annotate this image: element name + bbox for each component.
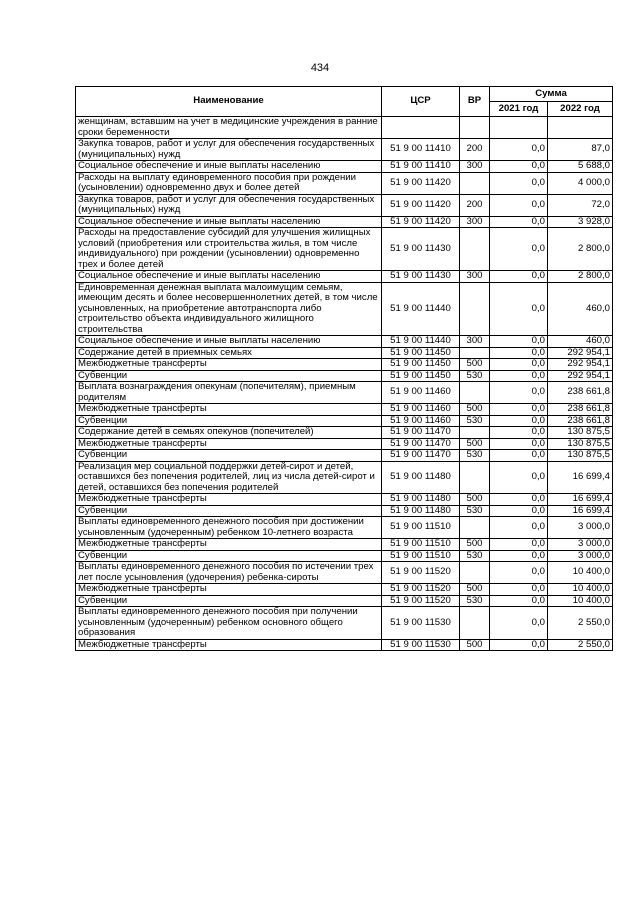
row-sum-2021: 0,0 bbox=[490, 216, 548, 228]
row-sum-2021: 0,0 bbox=[490, 639, 548, 651]
row-csr-code: 51 9 00 11510 bbox=[382, 517, 460, 539]
row-vr-code: 530 bbox=[460, 450, 490, 462]
row-sum-2021: 0,0 bbox=[490, 550, 548, 562]
row-csr-code: 51 9 00 11420 bbox=[382, 194, 460, 216]
row-csr-code: 51 9 00 11440 bbox=[382, 336, 460, 348]
row-sum-2021: 0,0 bbox=[490, 607, 548, 640]
row-sum-2021: 0,0 bbox=[490, 427, 548, 439]
row-vr-code bbox=[460, 382, 490, 404]
row-csr-code: 51 9 00 11520 bbox=[382, 584, 460, 596]
row-csr-code: 51 9 00 11450 bbox=[382, 370, 460, 382]
row-sum-2022: 3 928,0 bbox=[548, 216, 613, 228]
row-csr-code: 51 9 00 11480 bbox=[382, 494, 460, 506]
table-body bbox=[76, 117, 613, 651]
table-row bbox=[76, 450, 613, 462]
row-vr-code: 500 bbox=[460, 359, 490, 371]
row-vr-code: 530 bbox=[460, 550, 490, 562]
row-name: Межбюджетные трансферты bbox=[76, 539, 382, 551]
table-row bbox=[76, 172, 613, 194]
header-name: Наименование bbox=[76, 87, 382, 117]
row-vr-code bbox=[460, 562, 490, 584]
row-sum-2021: 0,0 bbox=[490, 161, 548, 173]
row-csr-code: 51 9 00 11470 bbox=[382, 450, 460, 462]
table-row bbox=[76, 415, 613, 427]
row-sum-2021: 0,0 bbox=[490, 347, 548, 359]
table-row bbox=[76, 438, 613, 450]
row-csr-code: 51 9 00 11420 bbox=[382, 172, 460, 194]
row-sum-2022: 10 400,0 bbox=[548, 584, 613, 596]
row-name: Закупка товаров, работ и услуг для обеспечения государственных (муниципальных) нужд bbox=[76, 194, 382, 216]
table-row bbox=[76, 607, 613, 640]
row-sum-2022: 16 699,4 bbox=[548, 505, 613, 517]
row-csr-code: 51 9 00 11410 bbox=[382, 161, 460, 173]
row-name: Субвенции bbox=[76, 505, 382, 517]
table-row bbox=[76, 161, 613, 173]
row-name: Выплаты единовременного денежного пособия по истечении трех лет после усыновления (удочерения) ребенка-сироты bbox=[76, 562, 382, 584]
row-sum-2021: 0,0 bbox=[490, 595, 548, 607]
row-csr-code: 51 9 00 11480 bbox=[382, 505, 460, 517]
row-name: Социальное обеспечение и иные выплаты населению bbox=[76, 216, 382, 228]
row-csr-code: 51 9 00 11460 bbox=[382, 415, 460, 427]
row-vr-code bbox=[460, 607, 490, 640]
row-name: Выплата вознаграждения опекунам (попечителям), приемным родителям bbox=[76, 382, 382, 404]
row-sum-2021: 0,0 bbox=[490, 438, 548, 450]
table-row bbox=[76, 404, 613, 416]
row-csr-code: 51 9 00 11530 bbox=[382, 607, 460, 640]
row-sum-2021: 0,0 bbox=[490, 415, 548, 427]
row-sum-2022: 2 550,0 bbox=[548, 639, 613, 651]
table-row bbox=[76, 359, 613, 371]
row-vr-code: 500 bbox=[460, 584, 490, 596]
row-name: Расходы на предоставление субсидий для улучшения жилищных условий (приобретения или строительства жилья, в том числе индивидуального) при рождении (усыновлении) одновременно трех и более детей bbox=[76, 228, 382, 271]
row-vr-code: 530 bbox=[460, 595, 490, 607]
table-row bbox=[76, 427, 613, 439]
table-row bbox=[76, 228, 613, 271]
row-sum-2022: 130 875,5 bbox=[548, 450, 613, 462]
row-vr-code: 530 bbox=[460, 505, 490, 517]
row-name: Единовременная денежная выплата малоимущим семьям, имеющим десять и более несовершеннолетних детей, в том числе усыновленных, на приобретение автотранспорта либо строительство объекта индивидуального жилищного строительства bbox=[76, 282, 382, 336]
row-sum-2021: 0,0 bbox=[490, 517, 548, 539]
row-name: Реализация мер социальной поддержки детей-сирот и детей, оставшихся без попечения родителей, лиц из числа детей-сирот и детей, оставшихся без попечения родителей bbox=[76, 461, 382, 494]
row-csr-code: 51 9 00 11530 bbox=[382, 639, 460, 651]
row-csr-code: 51 9 00 11470 bbox=[382, 427, 460, 439]
row-sum-2022: 130 875,5 bbox=[548, 438, 613, 450]
table-row bbox=[76, 539, 613, 551]
row-csr-code: 51 9 00 11460 bbox=[382, 404, 460, 416]
row-sum-2022: 3 000,0 bbox=[548, 517, 613, 539]
page-number: 434 bbox=[310, 62, 330, 74]
row-sum-2021: 0,0 bbox=[490, 494, 548, 506]
row-sum-2022: 460,0 bbox=[548, 282, 613, 336]
budget-table bbox=[75, 86, 613, 651]
row-name: Расходы на выплату единовременного пособия при рождении (усыновлении) одновременно двух и более детей bbox=[76, 172, 382, 194]
row-sum-2022: 3 000,0 bbox=[548, 550, 613, 562]
row-csr-code: 51 9 00 11430 bbox=[382, 228, 460, 271]
row-name: Содержание детей в семьях опекунов (попечителей) bbox=[76, 427, 382, 439]
row-sum-2022: 2 800,0 bbox=[548, 271, 613, 283]
row-sum-2022 bbox=[548, 117, 613, 139]
row-sum-2022: 130 875,5 bbox=[548, 427, 613, 439]
row-name: Субвенции bbox=[76, 370, 382, 382]
row-vr-code: 500 bbox=[460, 539, 490, 551]
table-row bbox=[76, 584, 613, 596]
row-sum-2022: 72,0 bbox=[548, 194, 613, 216]
row-name: Выплаты единовременного денежного пособия при получении усыновленным (удочеренным) ребенком основного общего образования bbox=[76, 607, 382, 640]
row-name: Социальное обеспечение и иные выплаты населению bbox=[76, 161, 382, 173]
table-row bbox=[76, 382, 613, 404]
row-sum-2021: 0,0 bbox=[490, 404, 548, 416]
row-name: Социальное обеспечение и иные выплаты населению bbox=[76, 271, 382, 283]
row-csr-code: 51 9 00 11520 bbox=[382, 562, 460, 584]
row-vr-code: 500 bbox=[460, 639, 490, 651]
row-sum-2022: 238 661,8 bbox=[548, 382, 613, 404]
row-name: Субвенции bbox=[76, 595, 382, 607]
row-csr-code: 51 9 00 11420 bbox=[382, 216, 460, 228]
row-name: женщинам, вставшим на учет в медицинские учреждения в ранние сроки беременности bbox=[76, 117, 382, 139]
table-row bbox=[76, 595, 613, 607]
row-name: Субвенции bbox=[76, 450, 382, 462]
row-sum-2022: 292 954,1 bbox=[548, 347, 613, 359]
table-row bbox=[76, 494, 613, 506]
row-csr-code: 51 9 00 11480 bbox=[382, 461, 460, 494]
row-name: Межбюджетные трансферты bbox=[76, 584, 382, 596]
header-year-2021: 2021 год bbox=[490, 102, 548, 117]
row-sum-2021: 0,0 bbox=[490, 450, 548, 462]
table-row bbox=[76, 336, 613, 348]
row-csr-code: 51 9 00 11450 bbox=[382, 347, 460, 359]
table-row bbox=[76, 505, 613, 517]
row-sum-2021: 0,0 bbox=[490, 539, 548, 551]
row-sum-2021: 0,0 bbox=[490, 461, 548, 494]
row-csr-code: 51 9 00 11520 bbox=[382, 595, 460, 607]
row-sum-2021: 0,0 bbox=[490, 172, 548, 194]
row-vr-code: 500 bbox=[460, 438, 490, 450]
header-csr: ЦСР bbox=[382, 87, 460, 117]
row-vr-code bbox=[460, 347, 490, 359]
row-vr-code: 300 bbox=[460, 336, 490, 348]
table-row bbox=[76, 562, 613, 584]
header-sum: Сумма bbox=[490, 87, 613, 102]
table-row bbox=[76, 517, 613, 539]
row-vr-code bbox=[460, 117, 490, 139]
row-sum-2022: 87,0 bbox=[548, 139, 613, 161]
table-row bbox=[76, 271, 613, 283]
table-row bbox=[76, 139, 613, 161]
row-sum-2021: 0,0 bbox=[490, 505, 548, 517]
table-row bbox=[76, 117, 613, 139]
row-name: Субвенции bbox=[76, 415, 382, 427]
row-name: Межбюджетные трансферты bbox=[76, 494, 382, 506]
table-row bbox=[76, 347, 613, 359]
row-sum-2022: 2 550,0 bbox=[548, 607, 613, 640]
row-vr-code: 500 bbox=[460, 494, 490, 506]
row-sum-2021: 0,0 bbox=[490, 584, 548, 596]
row-csr-code: 51 9 00 11430 bbox=[382, 271, 460, 283]
row-sum-2022: 10 400,0 bbox=[548, 595, 613, 607]
row-name: Содержание детей в приемных семьях bbox=[76, 347, 382, 359]
row-sum-2022: 460,0 bbox=[548, 336, 613, 348]
table-row bbox=[76, 370, 613, 382]
row-vr-code bbox=[460, 282, 490, 336]
row-name: Закупка товаров, работ и услуг для обеспечения государственных (муниципальных) нужд bbox=[76, 139, 382, 161]
row-sum-2021: 0,0 bbox=[490, 271, 548, 283]
table-row bbox=[76, 461, 613, 494]
row-csr-code bbox=[382, 117, 460, 139]
row-vr-code bbox=[460, 461, 490, 494]
header-vr: ВР bbox=[460, 87, 490, 117]
row-sum-2021: 0,0 bbox=[490, 139, 548, 161]
row-vr-code bbox=[460, 517, 490, 539]
row-vr-code: 200 bbox=[460, 139, 490, 161]
row-sum-2021: 0,0 bbox=[490, 562, 548, 584]
row-sum-2022: 292 954,1 bbox=[548, 370, 613, 382]
row-sum-2022: 292 954,1 bbox=[548, 359, 613, 371]
row-sum-2021: 0,0 bbox=[490, 382, 548, 404]
row-vr-code: 530 bbox=[460, 415, 490, 427]
row-sum-2022: 2 800,0 bbox=[548, 228, 613, 271]
row-vr-code: 530 bbox=[460, 370, 490, 382]
row-vr-code: 200 bbox=[460, 194, 490, 216]
row-sum-2022: 16 699,4 bbox=[548, 494, 613, 506]
header-year-2022: 2022 год bbox=[548, 102, 613, 117]
row-sum-2022: 4 000,0 bbox=[548, 172, 613, 194]
row-vr-code bbox=[460, 427, 490, 439]
row-vr-code bbox=[460, 172, 490, 194]
row-sum-2021: 0,0 bbox=[490, 228, 548, 271]
row-sum-2022: 238 661,8 bbox=[548, 404, 613, 416]
row-name: Межбюджетные трансферты bbox=[76, 438, 382, 450]
row-vr-code: 300 bbox=[460, 216, 490, 228]
table-row bbox=[76, 194, 613, 216]
table-row bbox=[76, 216, 613, 228]
row-sum-2022: 5 688,0 bbox=[548, 161, 613, 173]
row-csr-code: 51 9 00 11470 bbox=[382, 438, 460, 450]
row-sum-2021: 0,0 bbox=[490, 282, 548, 336]
row-name: Межбюджетные трансферты bbox=[76, 404, 382, 416]
row-sum-2022: 3 000,0 bbox=[548, 539, 613, 551]
row-vr-code: 300 bbox=[460, 271, 490, 283]
row-name: Социальное обеспечение и иные выплаты населению bbox=[76, 336, 382, 348]
table-header bbox=[76, 87, 613, 117]
row-name: Межбюджетные трансферты bbox=[76, 639, 382, 651]
row-sum-2022: 16 699,4 bbox=[548, 461, 613, 494]
row-csr-code: 51 9 00 11410 bbox=[382, 139, 460, 161]
row-sum-2021 bbox=[490, 117, 548, 139]
row-vr-code: 300 bbox=[460, 161, 490, 173]
row-name: Субвенции bbox=[76, 550, 382, 562]
row-csr-code: 51 9 00 11450 bbox=[382, 359, 460, 371]
row-sum-2022: 10 400,0 bbox=[548, 562, 613, 584]
row-sum-2022: 238 661,8 bbox=[548, 415, 613, 427]
row-sum-2021: 0,0 bbox=[490, 370, 548, 382]
row-name: Межбюджетные трансферты bbox=[76, 359, 382, 371]
row-sum-2021: 0,0 bbox=[490, 359, 548, 371]
row-vr-code: 500 bbox=[460, 404, 490, 416]
table-row bbox=[76, 282, 613, 336]
row-vr-code bbox=[460, 228, 490, 271]
table-row bbox=[76, 639, 613, 651]
row-sum-2021: 0,0 bbox=[490, 336, 548, 348]
row-csr-code: 51 9 00 11460 bbox=[382, 382, 460, 404]
row-csr-code: 51 9 00 11440 bbox=[382, 282, 460, 336]
table-row bbox=[76, 550, 613, 562]
row-csr-code: 51 9 00 11510 bbox=[382, 550, 460, 562]
row-name: Выплаты единовременного денежного пособия при достижении усыновленным (удочеренным) ребенком 10-летнего возраста bbox=[76, 517, 382, 539]
row-sum-2021: 0,0 bbox=[490, 194, 548, 216]
row-csr-code: 51 9 00 11510 bbox=[382, 539, 460, 551]
